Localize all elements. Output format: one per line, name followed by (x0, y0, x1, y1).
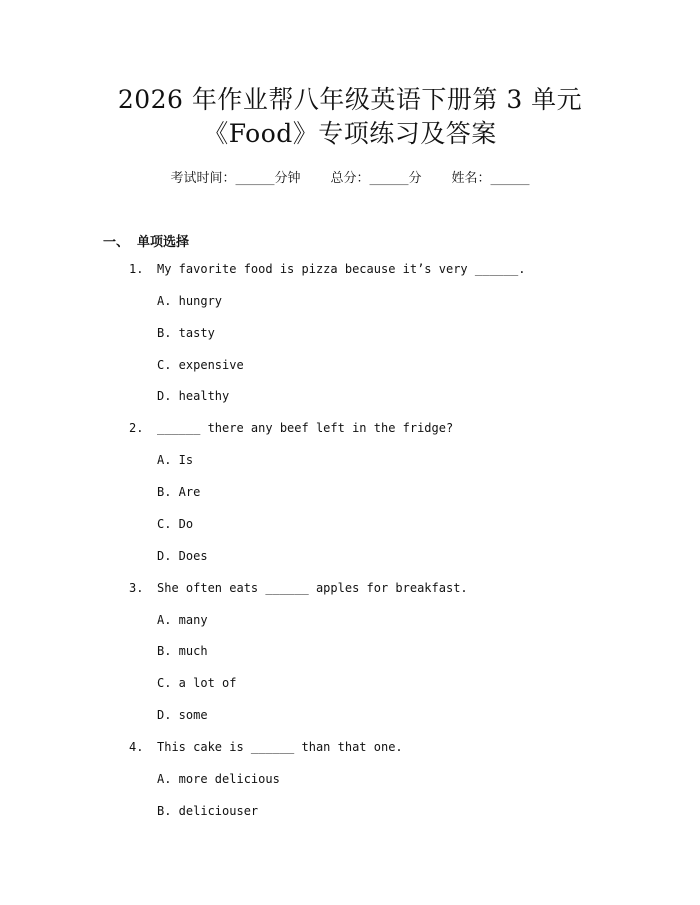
exam-meta (0, 167, 700, 186)
document-title-line1: 2026 年作业帮八年级英语下册第 3 单元 (117, 85, 583, 114)
section-number: 一、 (103, 235, 130, 250)
answer-option: D. some (157, 708, 208, 722)
question-number: 3. (129, 581, 144, 595)
answer-option: A. hungry (157, 294, 223, 308)
exam-time: 考试时间：______分钟 (170, 171, 301, 186)
question-number: 4. (129, 740, 144, 754)
answer-option: C. a lot of (157, 676, 237, 690)
answer-option: A. Is (157, 453, 194, 467)
student-name: 姓名：______ (451, 171, 530, 186)
answer-option: B. tasty (157, 326, 215, 340)
question-text: My favorite food is pizza because it’s very ______. (157, 262, 526, 276)
answer-option: B. deliciouser (157, 804, 259, 818)
question-stem (129, 581, 468, 595)
question-number: 1. (129, 262, 144, 276)
answer-option: A. more delicious (157, 772, 280, 786)
document-title-line2: 《Food》专项练习及答案 (203, 119, 497, 148)
question-stem (129, 421, 453, 435)
answer-option: B. much (157, 644, 208, 658)
question-text: ______ there any beef left in the fridge? (157, 421, 454, 435)
question-text: This cake is ______ than that one. (157, 740, 403, 754)
question-stem (129, 740, 403, 754)
question-stem (129, 262, 525, 276)
section-heading (103, 231, 189, 250)
answer-option: C. Do (157, 517, 194, 531)
section-label: 单项选择 (137, 235, 190, 250)
question-number: 2. (129, 421, 144, 435)
answer-option: C. expensive (157, 358, 244, 372)
answer-option: A. many (157, 613, 208, 627)
answer-option: B. Are (157, 485, 201, 499)
question-text: She often eats ______ apples for breakfast. (157, 581, 468, 595)
answer-option: D. Does (157, 549, 208, 563)
exam-total-score: 总分：______分 (330, 171, 422, 186)
answer-option: D. healthy (157, 389, 230, 403)
